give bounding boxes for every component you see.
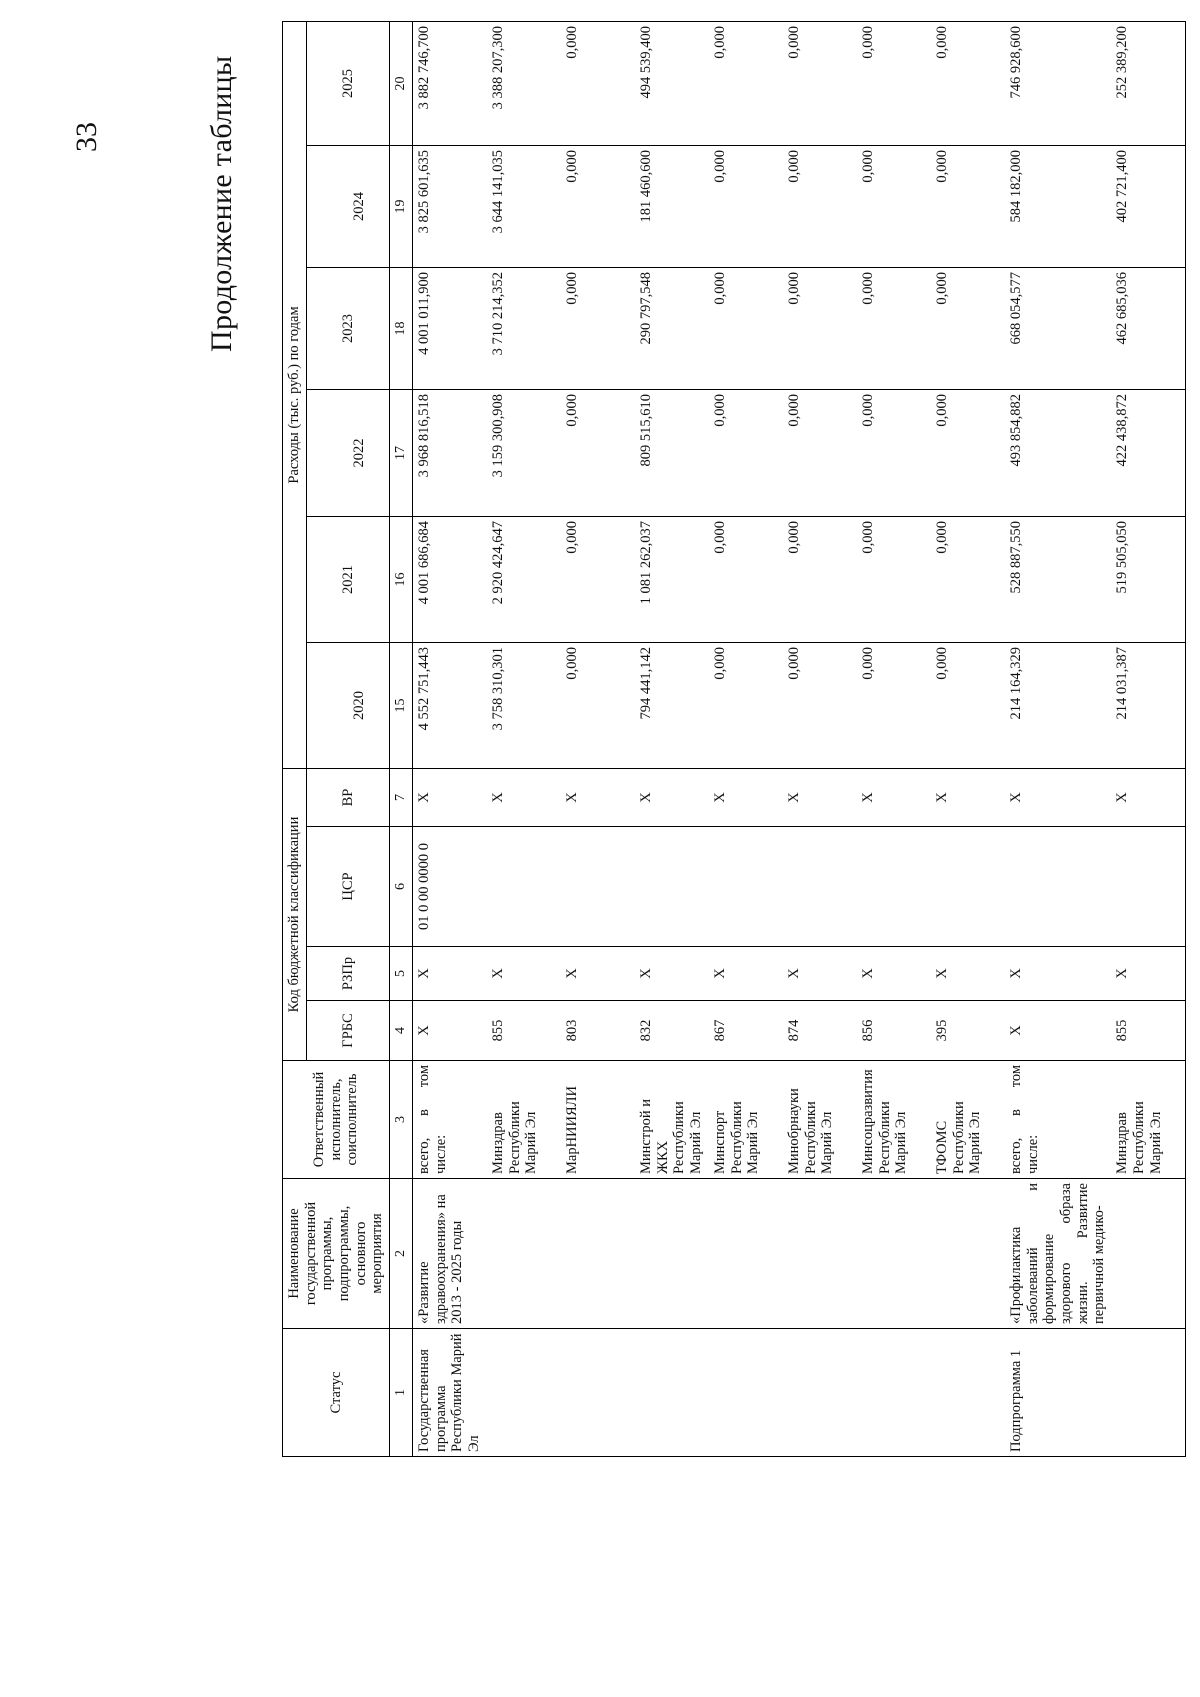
header-status: Статус: [283, 1329, 390, 1457]
cell-2020: 4 552 751,443: [413, 643, 488, 769]
cell-2021: 528 887,550: [1005, 517, 1111, 643]
cell-2020: 0,000: [931, 643, 1005, 769]
cell-2025: 0,000: [931, 21, 1005, 145]
cell-2023: 462 685,036: [1111, 268, 1186, 390]
cell-grbs: X: [1005, 1001, 1111, 1061]
header-year-2020: 2020: [330, 643, 390, 769]
page-number: 33: [70, 122, 103, 152]
cell-status: Государственная программа Республики Марий Эл: [413, 1329, 488, 1457]
cell-2024: 402 721,400: [1111, 146, 1186, 268]
cell-vr: X: [709, 769, 783, 827]
table-row: [1005, 21, 1111, 1456]
cell-2020: 3 758 310,301: [487, 643, 561, 769]
cell-2022: 0,000: [561, 390, 635, 517]
cell-2025: 0,000: [561, 21, 635, 145]
budget-expenses-table: [282, 21, 1186, 1457]
cell-2021: 0,000: [561, 517, 635, 643]
cell-name: [783, 1179, 857, 1329]
cell-2022: 0,000: [709, 390, 783, 517]
header-year-2020-top: [306, 643, 329, 769]
cell-2023: 0,000: [931, 268, 1005, 390]
cell-2020: 214 031,387: [1111, 643, 1186, 769]
column-number: 7: [390, 769, 413, 827]
cell-csr: [709, 827, 783, 947]
table-row: [561, 21, 635, 1456]
cell-2024: 3 825 601,635: [413, 146, 488, 268]
cell-2023: 3 710 214,352: [487, 268, 561, 390]
cell-name: [635, 1179, 709, 1329]
cell-2025: 252 389,200: [1111, 21, 1186, 145]
cell-2024: 0,000: [931, 146, 1005, 268]
cell-2021: 0,000: [857, 517, 931, 643]
cell-2024: 584 182,000: [1005, 146, 1111, 268]
cell-2021: 4 001 686,684: [413, 517, 488, 643]
cell-2020: 0,000: [561, 643, 635, 769]
cell-csr: [1005, 827, 1111, 947]
column-number: 18: [390, 268, 413, 390]
cell-grbs: 395: [931, 1001, 1005, 1061]
cell-executor: Минстрой и ЖКХ Республики Марий Эл: [635, 1061, 709, 1179]
cell-rzpr: X: [931, 947, 1005, 1001]
cell-csr: 01 0 00 0000 0: [413, 827, 488, 947]
column-number: 20: [390, 21, 413, 145]
cell-csr: [1111, 827, 1186, 947]
cell-grbs: 867: [709, 1001, 783, 1061]
cell-name: «Профилактика заболеваний и формирование здорового образа жизни. Развитие первичной медико-: [1005, 1179, 1111, 1329]
cell-vr: X: [1111, 769, 1186, 827]
cell-2025: 3 882 746,700: [413, 21, 488, 145]
cell-executor: Минобрнауки Республики Марий Эл: [783, 1061, 857, 1179]
cell-2020: 0,000: [857, 643, 931, 769]
cell-csr: [783, 827, 857, 947]
cell-status: [931, 1329, 1005, 1457]
cell-2025: 0,000: [857, 21, 931, 145]
cell-rzpr: X: [487, 947, 561, 1001]
header-grbs: ГРБС: [306, 1001, 389, 1061]
cell-2021: 1 081 262,037: [635, 517, 709, 643]
cell-status: Подпрограмма 1: [1005, 1329, 1111, 1457]
header-name: Наименование государственной программы, подпрограммы, основного мероприятия: [283, 1179, 390, 1329]
cell-rzpr: X: [709, 947, 783, 1001]
cell-rzpr: X: [413, 947, 488, 1001]
cell-executor: МарНИИЯЛИ: [561, 1061, 635, 1179]
cell-csr: [487, 827, 561, 947]
cell-vr: X: [487, 769, 561, 827]
cell-rzpr: X: [1111, 947, 1186, 1001]
cell-grbs: 855: [1111, 1001, 1186, 1061]
table-row: [709, 21, 783, 1456]
cell-status: [487, 1329, 561, 1457]
column-number: 6: [390, 827, 413, 947]
cell-name: [487, 1179, 561, 1329]
cell-2021: 0,000: [931, 517, 1005, 643]
cell-csr: [931, 827, 1005, 947]
cell-2021: 0,000: [709, 517, 783, 643]
header-expenses: Расходы (тыс. руб.) по годам: [283, 21, 307, 768]
table-row: [857, 21, 931, 1456]
cell-2021: 0,000: [783, 517, 857, 643]
table-row: [1111, 21, 1186, 1456]
table-row: [931, 21, 1005, 1456]
cell-status: [709, 1329, 783, 1457]
column-number: 2: [390, 1179, 413, 1329]
header-year-2021: 2021: [306, 517, 389, 643]
cell-csr: [635, 827, 709, 947]
cell-name: [1111, 1179, 1186, 1329]
cell-status: [561, 1329, 635, 1457]
cell-2022: 0,000: [783, 390, 857, 517]
header-rzpr: РЗПр: [306, 947, 389, 1001]
cell-name: «Развитие здравоохранения» на 2013 - 2025 годы: [413, 1179, 488, 1329]
cell-2025: 494 539,400: [635, 21, 709, 145]
cell-2024: 0,000: [857, 146, 931, 268]
cell-2020: 214 164,329: [1005, 643, 1111, 769]
cell-executor: Минсоцразвития Республики Марий Эл: [857, 1061, 931, 1179]
cell-executor: Минздрав Республики Марий Эл: [1111, 1061, 1186, 1179]
table-row: [635, 21, 709, 1456]
cell-name: [931, 1179, 1005, 1329]
cell-2024: 181 460,600: [635, 146, 709, 268]
table-row: [783, 21, 857, 1456]
cell-vr: X: [857, 769, 931, 827]
cell-2024: 3 644 141,035: [487, 146, 561, 268]
cell-2023: 0,000: [857, 268, 931, 390]
header-year-2022-top: [306, 390, 329, 517]
cell-vr: X: [413, 769, 488, 827]
column-number-row: [390, 21, 413, 1456]
cell-2023: 668 054,577: [1005, 268, 1111, 390]
cell-2020: 0,000: [783, 643, 857, 769]
cell-2022: 422 438,872: [1111, 390, 1186, 517]
header-year-2023: 2023: [306, 268, 389, 390]
column-number: 1: [390, 1329, 413, 1457]
column-number: 5: [390, 947, 413, 1001]
cell-2022: 3 968 816,518: [413, 390, 488, 517]
header-vr: ВР: [306, 769, 389, 827]
cell-2024: 0,000: [783, 146, 857, 268]
cell-rzpr: X: [1005, 947, 1111, 1001]
cell-status: [1111, 1329, 1186, 1457]
cell-grbs: 803: [561, 1001, 635, 1061]
cell-2021: 519 505,050: [1111, 517, 1186, 643]
cell-2025: 3 388 207,300: [487, 21, 561, 145]
cell-2023: 0,000: [783, 268, 857, 390]
cell-2022: 0,000: [857, 390, 931, 517]
cell-vr: X: [561, 769, 635, 827]
cell-2025: 0,000: [783, 21, 857, 145]
cell-name: [857, 1179, 931, 1329]
cell-2023: 290 797,548: [635, 268, 709, 390]
header-budget-code: Код бюджетной классификации: [283, 769, 307, 1061]
cell-2021: 2 920 424,647: [487, 517, 561, 643]
cell-rzpr: X: [561, 947, 635, 1001]
cell-csr: [857, 827, 931, 947]
header-year-2024-top: [306, 146, 329, 268]
cell-rzpr: X: [857, 947, 931, 1001]
column-number: 3: [390, 1061, 413, 1179]
cell-2022: 0,000: [931, 390, 1005, 517]
cell-2022: 809 515,610: [635, 390, 709, 517]
cell-status: [783, 1329, 857, 1457]
column-number: 4: [390, 1001, 413, 1061]
cell-2020: 0,000: [709, 643, 783, 769]
header-executor: Ответственный исполнитель, соисполнитель: [283, 1061, 390, 1179]
table-row: [413, 21, 488, 1456]
cell-2024: 0,000: [709, 146, 783, 268]
column-number: 15: [390, 643, 413, 769]
cell-grbs: 874: [783, 1001, 857, 1061]
cell-csr: [561, 827, 635, 947]
cell-vr: X: [783, 769, 857, 827]
cell-executor: Минздрав Республики Марий Эл: [487, 1061, 561, 1179]
table-continuation-title: Продолжение таблицы: [205, 55, 238, 352]
header-year-2022: 2022: [330, 390, 390, 517]
header-year-2024: 2024: [330, 146, 390, 268]
cell-2025: 0,000: [709, 21, 783, 145]
cell-rzpr: X: [635, 947, 709, 1001]
column-number: 17: [390, 390, 413, 517]
cell-name: [709, 1179, 783, 1329]
cell-2022: 493 854,882: [1005, 390, 1111, 517]
cell-2023: 4 001 011,900: [413, 268, 488, 390]
cell-2023: 0,000: [561, 268, 635, 390]
header-year-2025: 2025: [306, 21, 389, 145]
cell-rzpr: X: [783, 947, 857, 1001]
cell-vr: X: [635, 769, 709, 827]
column-number: 19: [390, 146, 413, 268]
cell-grbs: 856: [857, 1001, 931, 1061]
cell-2020: 794 441,142: [635, 643, 709, 769]
cell-2025: 746 928,600: [1005, 21, 1111, 145]
cell-grbs: 832: [635, 1001, 709, 1061]
cell-executor: всего, в том числе:: [413, 1061, 488, 1179]
cell-executor: ТФОМС Республики Марий Эл: [931, 1061, 1005, 1179]
column-number: 16: [390, 517, 413, 643]
header-csr: ЦСР: [306, 827, 389, 947]
cell-vr: X: [931, 769, 1005, 827]
cell-executor: всего, в том числе:: [1005, 1061, 1111, 1179]
cell-grbs: X: [413, 1001, 488, 1061]
cell-status: [635, 1329, 709, 1457]
cell-grbs: 855: [487, 1001, 561, 1061]
cell-2024: 0,000: [561, 146, 635, 268]
cell-status: [857, 1329, 931, 1457]
cell-2022: 3 159 300,908: [487, 390, 561, 517]
cell-executor: Минспорт Республики Марий Эл: [709, 1061, 783, 1179]
cell-vr: X: [1005, 769, 1111, 827]
cell-2023: 0,000: [709, 268, 783, 390]
table-row: [487, 21, 561, 1456]
cell-name: [561, 1179, 635, 1329]
